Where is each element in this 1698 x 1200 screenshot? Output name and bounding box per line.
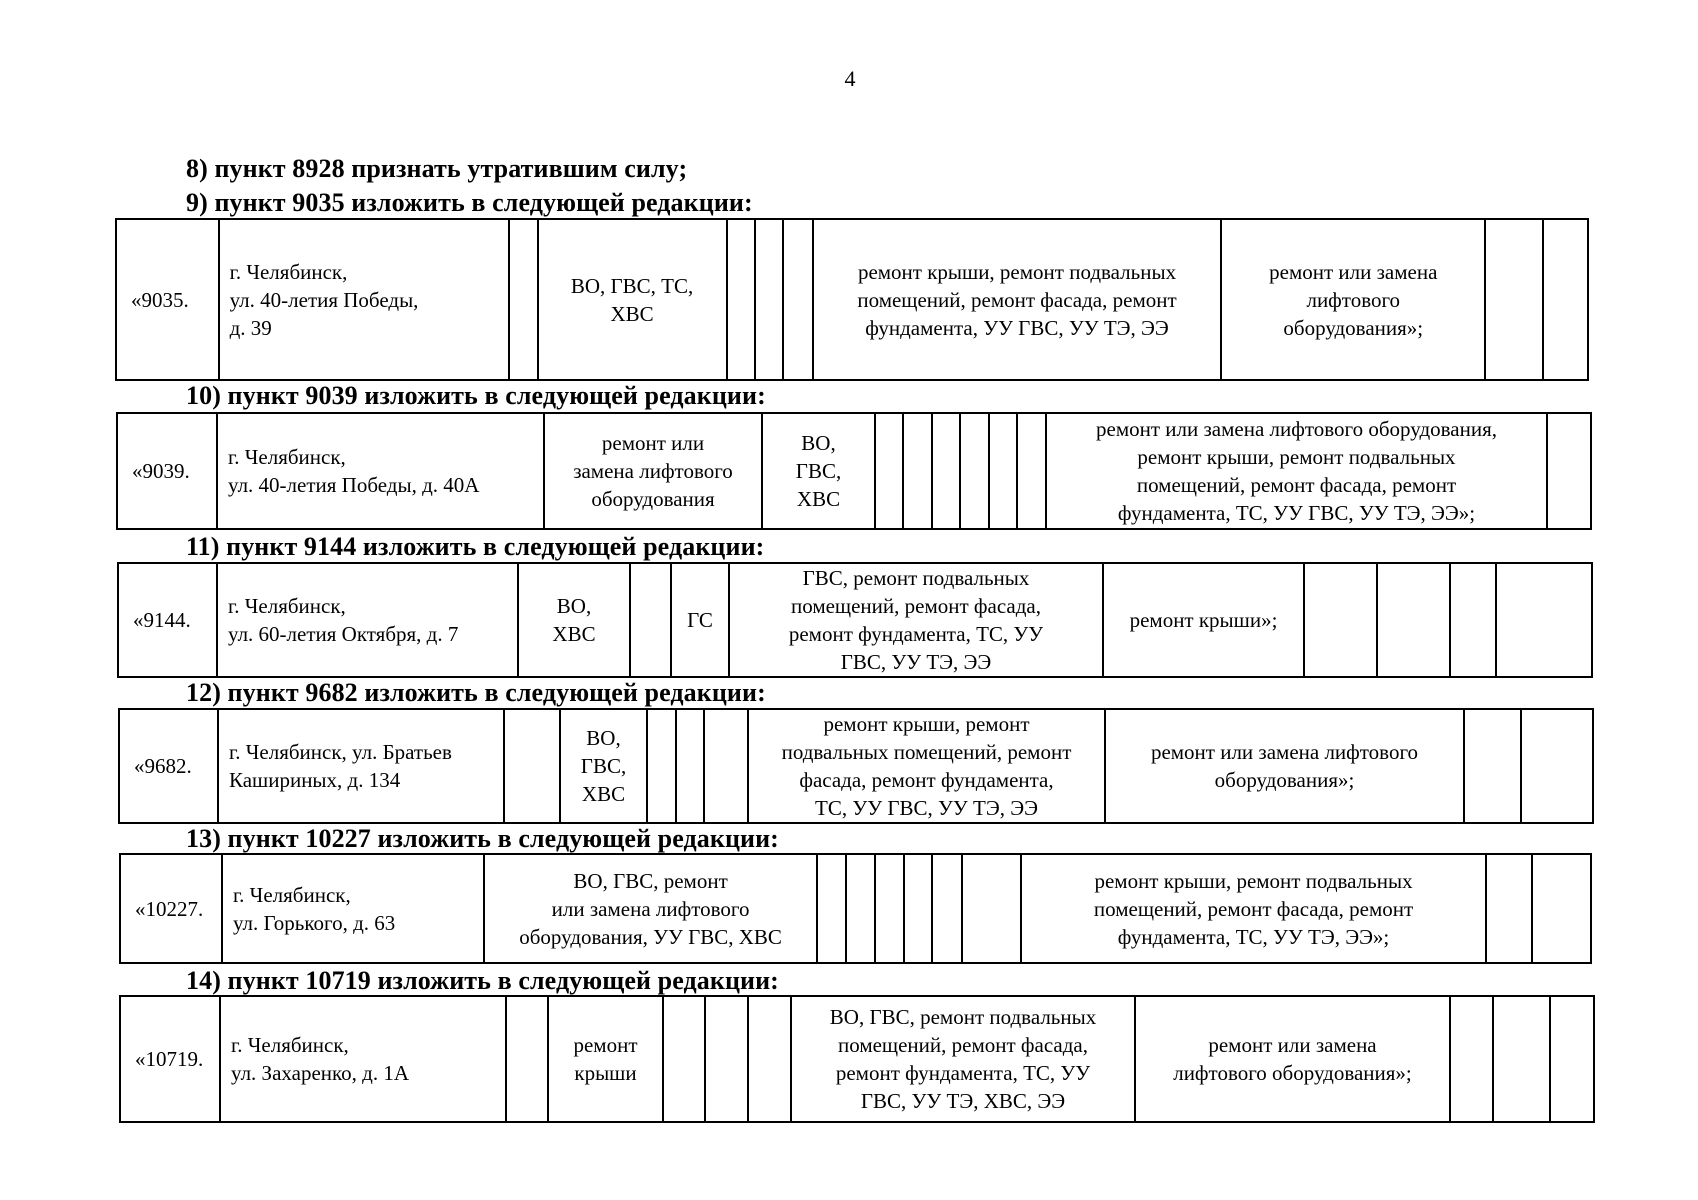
empty-cell bbox=[748, 996, 791, 1122]
empty-cell bbox=[1521, 709, 1593, 823]
empty-cell bbox=[783, 219, 812, 380]
address-cell: г. Челябинск, ул. Братьев Кашириных, д. 134 bbox=[218, 709, 504, 823]
work-cell: ВО, ГВС, ХВС bbox=[762, 413, 875, 529]
empty-cell bbox=[1493, 996, 1550, 1122]
empty-cell bbox=[960, 413, 989, 529]
empty-cell bbox=[727, 219, 755, 380]
empty-cell bbox=[676, 709, 704, 823]
page-number: 4 bbox=[844, 66, 856, 91]
empty-cell bbox=[1532, 854, 1591, 963]
empty-cell bbox=[903, 413, 932, 529]
work-cell: ремонт или замена лифтового оборудования»; bbox=[1135, 996, 1450, 1122]
empty-cell bbox=[663, 996, 705, 1122]
work-cell: ремонт крыши, ремонт подвальных помещений, ремонт фасада, ремонт фундамента, УУ ГВС, УУ ТЭ, ЭЭ bbox=[813, 219, 1221, 380]
empty-cell bbox=[647, 709, 676, 823]
work-cell: ремонт крыши bbox=[548, 996, 663, 1122]
work-cell: ремонт крыши»; bbox=[1103, 563, 1304, 677]
item-10-text: 10) пункт 9039 изложить в следующей редакции: bbox=[186, 381, 766, 410]
empty-cell bbox=[962, 854, 1021, 963]
table-9144 bbox=[117, 562, 1591, 676]
empty-cell bbox=[509, 219, 537, 380]
work-cell: ремонт или замена лифтового оборудования»; bbox=[1105, 709, 1464, 823]
empty-cell bbox=[1450, 563, 1496, 677]
empty-cell bbox=[1017, 413, 1046, 529]
empty-cell bbox=[1543, 219, 1588, 380]
work-cell: ВО, ГВС, ремонт или замена лифтового оборудования, УУ ГВС, ХВС bbox=[484, 854, 817, 963]
empty-cell bbox=[1304, 563, 1377, 677]
empty-cell bbox=[704, 709, 748, 823]
empty-cell bbox=[506, 996, 548, 1122]
address-cell: г. Челябинск, ул. 40-летия Победы, д. 39 bbox=[219, 219, 510, 380]
table-10227 bbox=[119, 853, 1592, 964]
table-9682 bbox=[118, 708, 1592, 821]
work-cell: ГВС, ремонт подвальных помещений, ремонт фасада, ремонт фундамента, ТС, УУ ГВС, УУ ТЭ, ЭЭ bbox=[729, 563, 1103, 677]
row-number: «9039. bbox=[117, 413, 217, 529]
item-12-text: 12) пункт 9682 изложить в следующей редакции: bbox=[186, 678, 766, 707]
work-cell: ВО, ГВС, ХВС bbox=[560, 709, 647, 823]
table-10719 bbox=[119, 995, 1593, 1123]
item-11-text: 11) пункт 9144 изложить в следующей редакции: bbox=[186, 532, 765, 561]
empty-cell bbox=[817, 854, 846, 963]
empty-cell bbox=[1377, 563, 1450, 677]
table-9035 bbox=[115, 218, 1589, 381]
address-cell: г. Челябинск, ул. 40-летия Победы, д. 40А bbox=[217, 413, 544, 529]
address-cell: г. Челябинск, ул. Горького, д. 63 bbox=[222, 854, 484, 963]
empty-cell bbox=[904, 854, 933, 963]
work-cell: ремонт крыши, ремонт подвальных помещений, ремонт фасада, ремонт фундамента, ТС, УУ ГВС, УУ ТЭ, ЭЭ bbox=[748, 709, 1105, 823]
empty-cell bbox=[755, 219, 783, 380]
work-cell: ВО, ГВС, ремонт подвальных помещений, ремонт фасада, ремонт фундамента, ТС, УУ ГВС, УУ ТЭ, ХВС, ЭЭ bbox=[791, 996, 1135, 1122]
item-8-text: 8) пункт 8928 признать утратившим силу; bbox=[186, 154, 688, 183]
row-number: «9682. bbox=[119, 709, 218, 823]
work-cell: ГС bbox=[671, 563, 729, 677]
empty-cell bbox=[1450, 996, 1493, 1122]
empty-cell bbox=[875, 854, 904, 963]
empty-cell bbox=[1485, 219, 1543, 380]
row-number: «9035. bbox=[116, 219, 219, 380]
empty-cell bbox=[989, 413, 1017, 529]
row-number: «10719. bbox=[120, 996, 220, 1122]
work-cell: ВО, ГВС, ТС, ХВС bbox=[538, 219, 727, 380]
row-number: «9144. bbox=[118, 563, 217, 677]
work-cell: ремонт крыши, ремонт подвальных помещений, ремонт фасада, ремонт фундамента, ТС, УУ ТЭ, ЭЭ»; bbox=[1021, 854, 1486, 963]
address-cell: г. Челябинск, ул. 60-летия Октября, д. 7 bbox=[217, 563, 518, 677]
work-cell: ремонт или замена лифтового оборудования, ремонт крыши, ремонт подвальных помещений, ремонт фасада, ремонт фундамента, ТС, УУ ГВС, УУ ТЭ, ЭЭ»; bbox=[1046, 413, 1547, 529]
item-9-text: 9) пункт 9035 изложить в следующей редакции: bbox=[186, 188, 753, 217]
work-cell: ремонт или замена лифтового оборудования»; bbox=[1221, 219, 1485, 380]
item-13-text: 13) пункт 10227 изложить в следующей редакции: bbox=[186, 824, 779, 853]
address-cell: г. Челябинск, ул. Захаренко, д. 1А bbox=[220, 996, 506, 1122]
empty-cell bbox=[705, 996, 748, 1122]
item-14-text: 14) пункт 10719 изложить в следующей редакции: bbox=[186, 966, 779, 995]
empty-cell bbox=[504, 709, 560, 823]
empty-cell bbox=[932, 413, 960, 529]
empty-cell bbox=[1547, 413, 1591, 529]
empty-cell bbox=[1464, 709, 1521, 823]
empty-cell bbox=[630, 563, 671, 677]
work-cell: ремонт или замена лифтового оборудования bbox=[544, 413, 762, 529]
row-number: «10227. bbox=[120, 854, 222, 963]
work-cell: ВО, ХВС bbox=[518, 563, 630, 677]
empty-cell bbox=[1550, 996, 1594, 1122]
empty-cell bbox=[932, 854, 962, 963]
empty-cell bbox=[1486, 854, 1532, 963]
empty-cell bbox=[875, 413, 903, 529]
table-9039 bbox=[116, 412, 1590, 530]
empty-cell bbox=[1496, 563, 1592, 677]
empty-cell bbox=[846, 854, 876, 963]
